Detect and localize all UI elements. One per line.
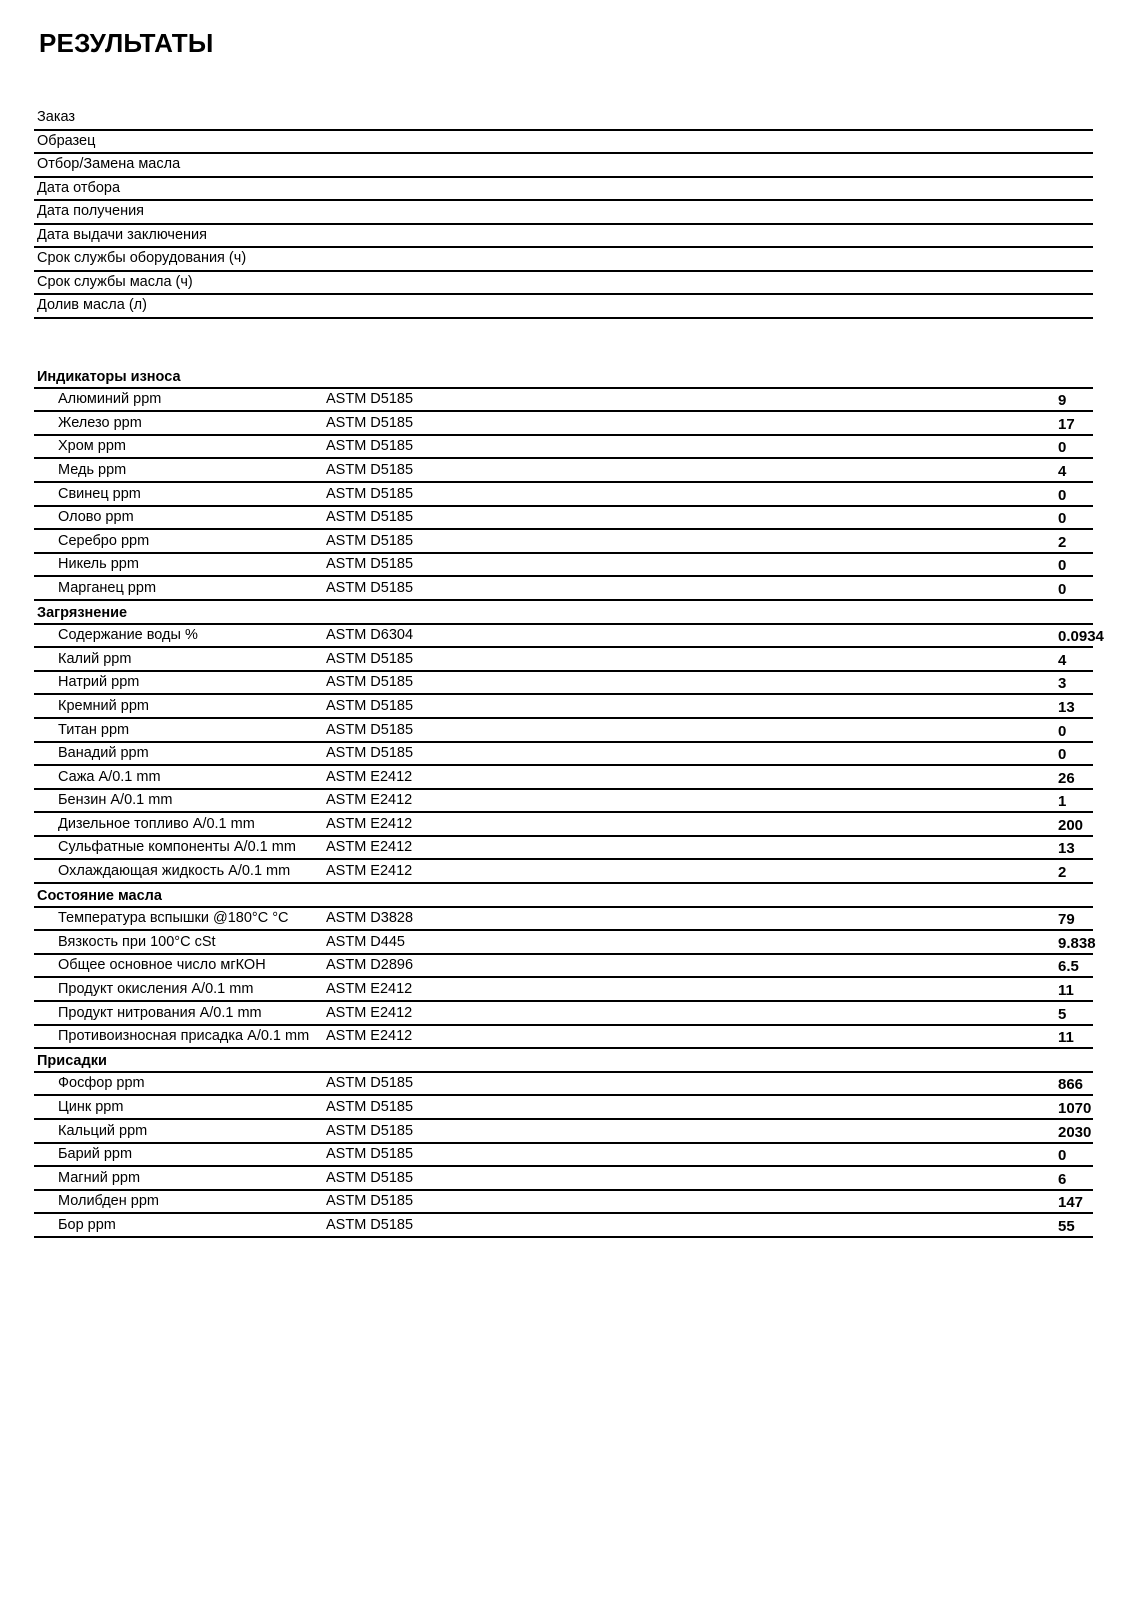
result-value: 0 xyxy=(1058,722,1067,740)
parameter-name: Магний ppm xyxy=(58,1169,141,1186)
result-value: 1 xyxy=(1058,793,1067,811)
test-method: ASTM D5185 xyxy=(326,697,414,714)
result-value: 79 xyxy=(1058,911,1075,929)
results-table xyxy=(34,365,1104,1238)
test-method: ASTM D5185 xyxy=(326,674,414,691)
parameter-name: Охлаждающая жидкость A/0.1 mm xyxy=(58,863,291,880)
result-value: 11 xyxy=(1058,1029,1074,1047)
test-method: ASTM E2412 xyxy=(326,1028,413,1045)
result-row xyxy=(34,978,1093,1002)
result-value: 26 xyxy=(1058,769,1075,787)
test-method: ASTM E2412 xyxy=(326,863,413,880)
section-header xyxy=(34,884,1093,908)
parameter-name: Калий ppm xyxy=(58,650,132,667)
result-value: 2030 xyxy=(1058,1123,1092,1141)
test-method: ASTM E2412 xyxy=(326,815,413,832)
result-row xyxy=(34,554,1093,578)
result-value: 55 xyxy=(1058,1217,1075,1235)
result-value: 0 xyxy=(1058,557,1067,575)
test-method: ASTM D5185 xyxy=(326,1075,414,1092)
parameter-name: Натрий ppm xyxy=(58,674,140,691)
result-value: 4 xyxy=(1058,462,1067,480)
result-row xyxy=(34,1096,1093,1120)
result-row xyxy=(34,1144,1093,1168)
result-row xyxy=(34,955,1093,979)
parameter-name: Олово ppm xyxy=(58,509,134,526)
parameter-name: Титан ppm xyxy=(58,721,130,738)
info-field-row: Заказ xyxy=(34,107,1093,131)
result-row xyxy=(34,648,1093,672)
result-row xyxy=(34,908,1093,932)
info-field-row: Срок службы оборудования (ч) xyxy=(34,248,1093,272)
test-method: ASTM D5185 xyxy=(326,461,414,478)
parameter-name: Серебро ppm xyxy=(58,532,150,549)
result-value: 0 xyxy=(1058,439,1067,457)
info-field-row: Дата отбора xyxy=(34,178,1093,202)
parameter-name: Железо ppm xyxy=(58,414,142,431)
parameter-name: Бензин A/0.1 mm xyxy=(58,792,173,809)
result-value: 11 xyxy=(1058,982,1074,1000)
parameter-name: Молибден ppm xyxy=(58,1193,159,1210)
test-method: ASTM D5185 xyxy=(326,1216,414,1233)
result-row xyxy=(34,743,1093,767)
test-method: ASTM E2412 xyxy=(326,792,413,809)
parameter-name: Противоизносная присадка A/0.1 mm xyxy=(58,1028,310,1045)
test-method: ASTM D5185 xyxy=(326,745,414,762)
result-value: 0 xyxy=(1058,510,1067,528)
result-row xyxy=(34,483,1093,507)
result-value: 6.5 xyxy=(1058,958,1079,976)
result-value: 9.838 xyxy=(1058,934,1096,952)
section-header xyxy=(34,1049,1093,1073)
result-value: 3 xyxy=(1058,675,1067,693)
result-row xyxy=(34,577,1093,601)
parameter-name: Продукт нитрования A/0.1 mm xyxy=(58,1004,262,1021)
result-row xyxy=(34,813,1093,837)
test-method: ASTM E2412 xyxy=(326,839,413,856)
sample-info-table xyxy=(34,107,1093,319)
result-value: 1070 xyxy=(1058,1100,1092,1117)
result-row xyxy=(34,436,1093,460)
result-value: 0 xyxy=(1058,746,1067,764)
parameter-name: Продукт окисления A/0.1 mm xyxy=(58,981,254,998)
test-method: ASTM D5185 xyxy=(326,414,414,431)
result-row xyxy=(34,389,1093,413)
info-field-row: Образец xyxy=(34,131,1093,155)
result-value: 6 xyxy=(1058,1170,1067,1188)
result-row xyxy=(34,837,1093,861)
info-field-row: Дата получения xyxy=(34,201,1093,225)
info-field-row: Дата выдачи заключения xyxy=(34,225,1093,249)
section-header xyxy=(34,365,1093,389)
test-method: ASTM E2412 xyxy=(326,1004,413,1021)
parameter-name: Бор ppm xyxy=(58,1216,116,1233)
result-row xyxy=(34,507,1093,531)
test-method: ASTM D5185 xyxy=(326,532,414,549)
result-row xyxy=(34,412,1093,436)
parameter-name: Сажа A/0.1 mm xyxy=(58,768,161,785)
result-row xyxy=(34,1167,1093,1191)
parameter-name: Кальций ppm xyxy=(58,1122,148,1139)
result-value: 9 xyxy=(1058,392,1067,410)
result-row xyxy=(34,1026,1093,1050)
parameter-name: Марганец ppm xyxy=(58,579,157,596)
result-value: 13 xyxy=(1058,698,1075,716)
result-value: 4 xyxy=(1058,651,1067,669)
result-row xyxy=(34,790,1093,814)
result-value: 0 xyxy=(1058,486,1067,504)
test-method: ASTM D6304 xyxy=(326,627,414,644)
section-title: Индикаторы износа xyxy=(37,368,181,385)
parameter-name: Хром ppm xyxy=(58,438,127,455)
test-method: ASTM D5185 xyxy=(326,485,414,502)
result-row xyxy=(34,1002,1093,1026)
test-method: ASTM E2412 xyxy=(326,981,413,998)
result-row xyxy=(34,860,1093,884)
result-row xyxy=(34,931,1096,955)
result-value: 2 xyxy=(1058,864,1067,882)
result-row xyxy=(34,1120,1093,1144)
result-value: 866 xyxy=(1058,1076,1084,1094)
result-value: 200 xyxy=(1058,816,1084,834)
result-row xyxy=(34,1214,1093,1238)
result-row xyxy=(34,672,1093,696)
result-row xyxy=(34,530,1093,554)
test-method: ASTM D5185 xyxy=(326,650,414,667)
result-row xyxy=(34,625,1104,649)
result-row xyxy=(34,1073,1093,1097)
parameter-name: Содержание воды % xyxy=(58,627,198,644)
parameter-name: Ванадий ppm xyxy=(58,745,149,762)
result-value: 2 xyxy=(1058,533,1067,551)
test-method: ASTM D5185 xyxy=(326,1193,414,1210)
result-value: 0.0934 xyxy=(1058,628,1104,646)
parameter-name: Алюминий ppm xyxy=(58,391,162,408)
parameter-name: Цинк ppm xyxy=(58,1099,124,1115)
parameter-name: Барий ppm xyxy=(58,1146,133,1163)
result-value: 0 xyxy=(1058,1147,1067,1165)
section-header xyxy=(34,601,1093,625)
parameter-name: Температура вспышки @180°C °C xyxy=(58,910,289,927)
test-method: ASTM D5185 xyxy=(326,556,414,573)
test-method: ASTM D445 xyxy=(326,933,405,950)
section-title: Загрязнение xyxy=(37,604,128,621)
test-method: ASTM D5185 xyxy=(326,1146,414,1163)
parameter-name: Вязкость при 100°C cSt xyxy=(58,933,216,950)
parameter-name: Общее основное число мгКОН xyxy=(58,957,266,974)
result-value: 0 xyxy=(1058,580,1067,598)
page-title: РЕЗУЛЬТАТЫ xyxy=(39,28,214,58)
parameter-name: Никель ppm xyxy=(58,556,139,573)
parameter-name: Сульфатные компоненты A/0.1 mm xyxy=(58,839,296,856)
result-value: 147 xyxy=(1058,1194,1084,1212)
section-title: Состояние масла xyxy=(37,887,162,904)
result-row xyxy=(34,695,1093,719)
test-method: ASTM D5185 xyxy=(326,1122,414,1139)
result-row xyxy=(34,719,1093,743)
test-method: ASTM D3828 xyxy=(326,910,414,927)
section-title: Присадки xyxy=(37,1052,107,1069)
test-method: ASTM D5185 xyxy=(326,391,414,408)
result-value: 13 xyxy=(1058,840,1075,858)
test-method: ASTM D5185 xyxy=(326,1099,414,1115)
parameter-name: Фосфор ppm xyxy=(58,1075,145,1092)
info-field-row: Долив масла (л) xyxy=(34,295,1093,319)
info-field-row: Отбор/Замена масла xyxy=(34,154,1093,178)
result-row xyxy=(34,1191,1093,1215)
parameter-name: Дизельное топливо A/0.1 mm xyxy=(58,815,255,832)
parameter-name: Кремний ppm xyxy=(58,697,149,714)
test-method: ASTM E2412 xyxy=(326,768,413,785)
test-method: ASTM D5185 xyxy=(326,1169,414,1186)
result-row xyxy=(34,766,1093,790)
test-method: ASTM D2896 xyxy=(326,957,414,974)
parameter-name: Свинец ppm xyxy=(58,485,141,502)
test-method: ASTM D5185 xyxy=(326,509,414,526)
result-value: 5 xyxy=(1058,1005,1067,1023)
test-method: ASTM D5185 xyxy=(326,579,414,596)
parameter-name: Медь ppm xyxy=(58,461,127,478)
result-value: 17 xyxy=(1058,415,1075,433)
test-method: ASTM D5185 xyxy=(326,438,414,455)
info-field-row: Срок службы масла (ч) xyxy=(34,272,1093,296)
result-row xyxy=(34,459,1093,483)
test-method: ASTM D5185 xyxy=(326,721,414,738)
